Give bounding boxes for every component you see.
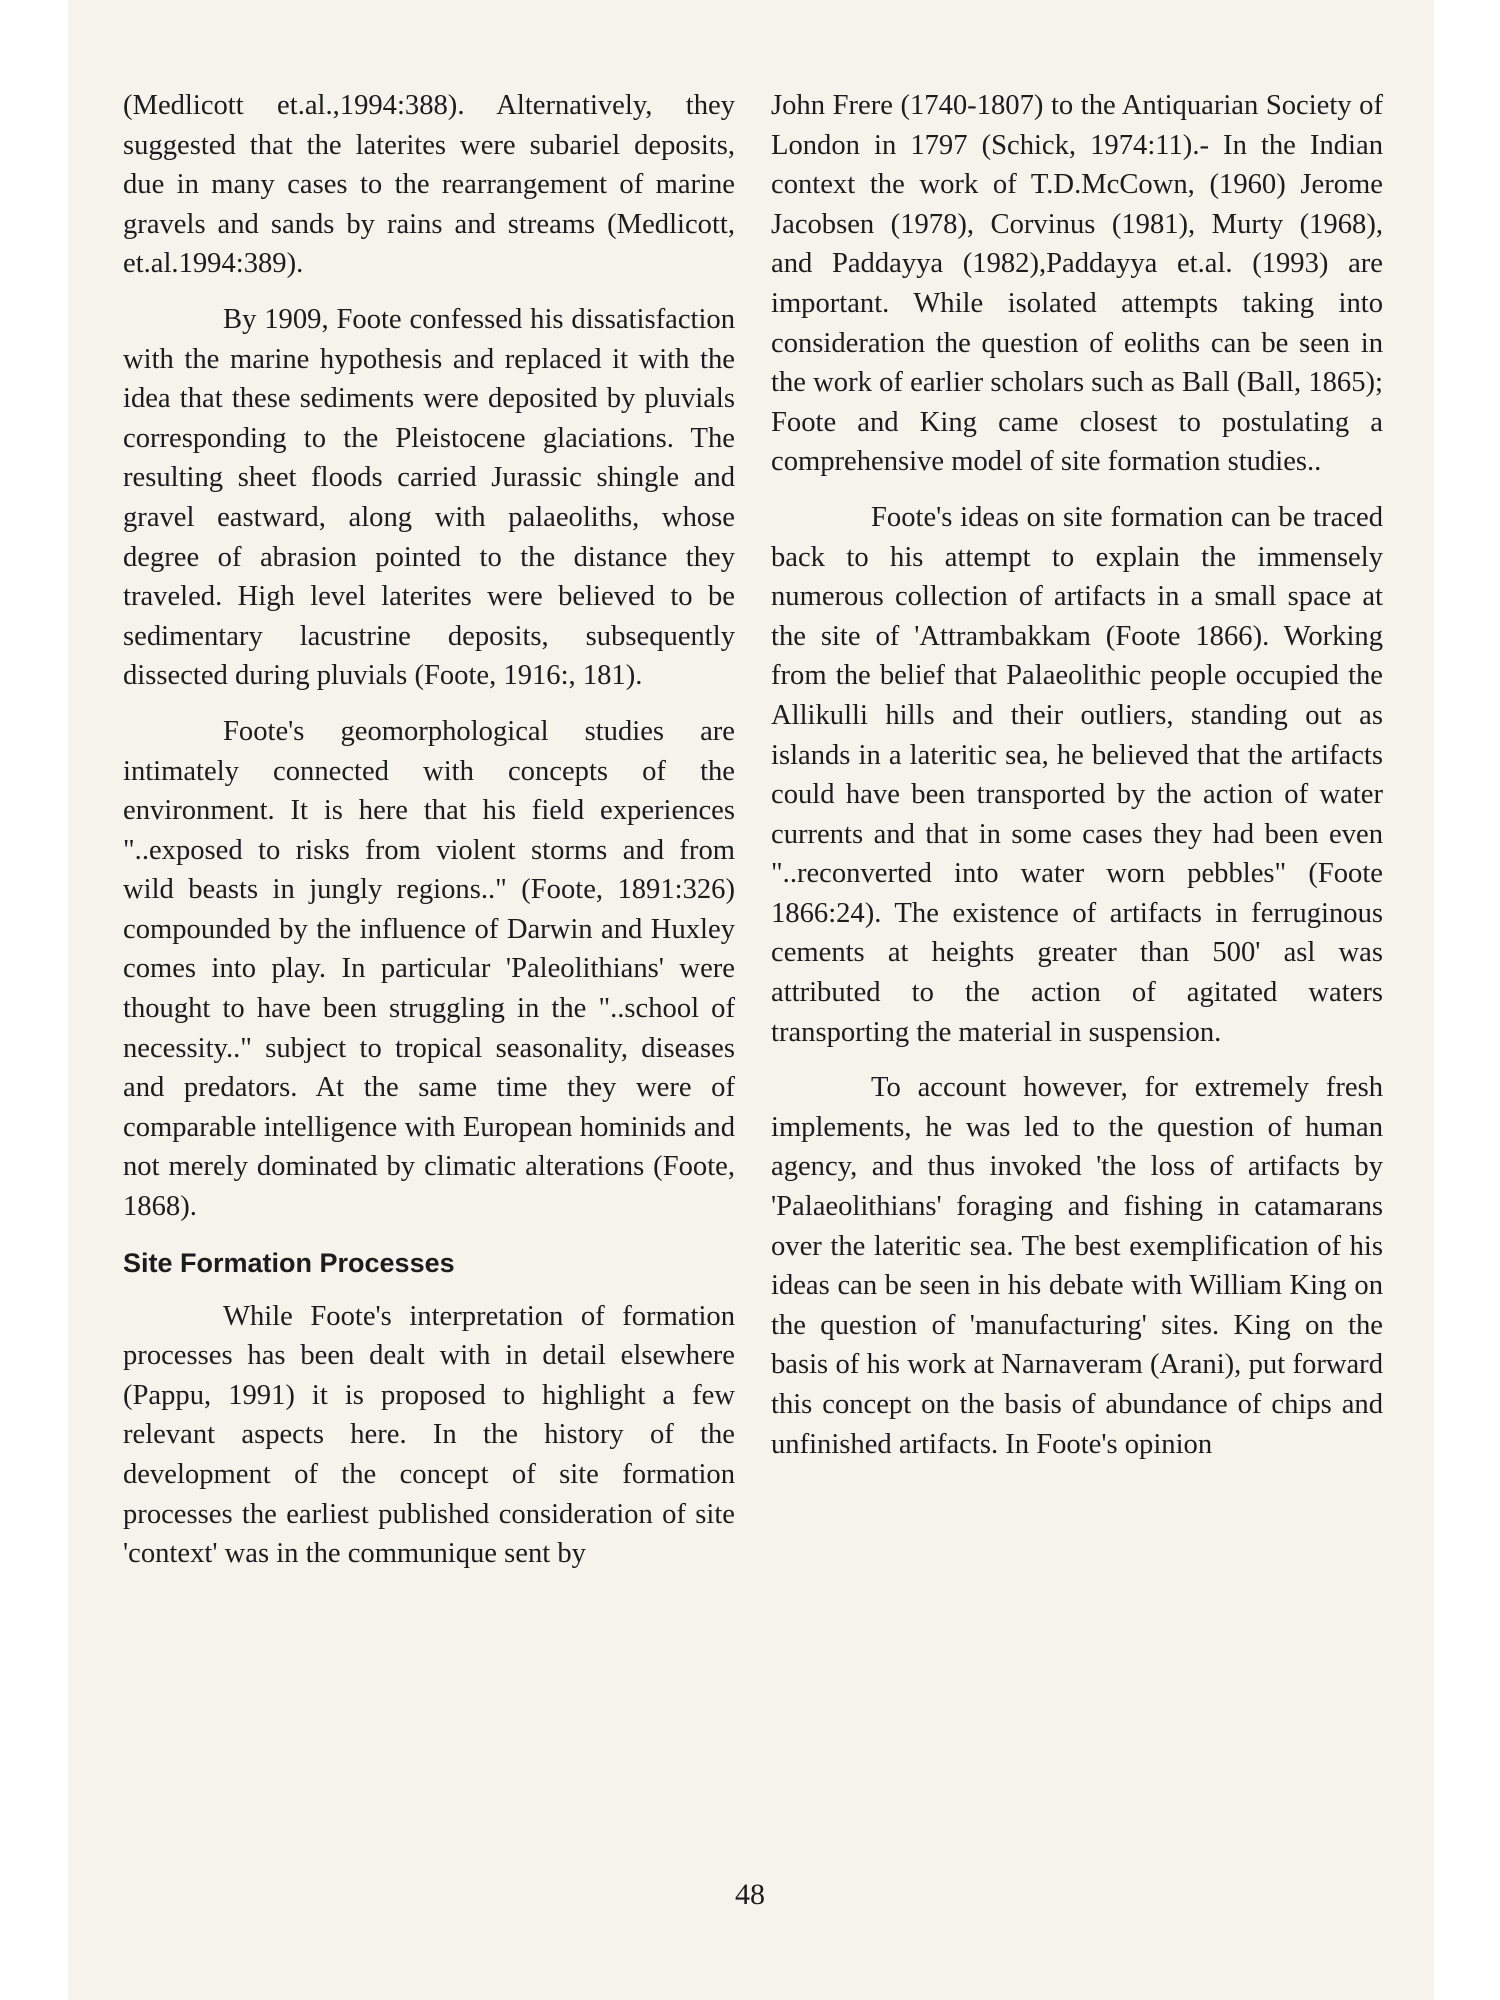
paragraph: (Medlicott et.al.,1994:388). Alternatively, they suggested that the laterites were subariel deposits, due in many cases to the rearrangement of marine gravels and sands by rains and streams (Medlicott, et.al.1994:389). [123,90,735,280]
paragraph: While Foote's interpretation of formation processes has been dealt with in detail elsewhere (Pappu, 1991) it is proposed to highlight a few relevant aspects here. In the history of the development of the concept of site formation processes the earliest published consideration of site 'context' was in the communique sent by [123,1300,735,1570]
left-column [123,86,735,1590]
paragraph: By 1909, Foote confessed his dissatisfaction with the marine hypothesis and replaced it with the idea that these sediments were deposited by pluvials corresponding to the Pleistocene glaciations. The resulting sheet floods carried Jurassic shingle and gravel eastward, along with palaeoliths, whose degree of abrasion pointed to the distance they traveled. High level laterites were believed to be sedimentary lacustrine deposits, subsequently dissected during pluvials (Foote, 1916:, 181). [123,303,735,692]
paragraph: To account however, for extremely fresh implements, he was led to the question of human agency, and thus invoked 'the loss of artifacts by 'Palaeolithians' foraging and fishing in catamarans over the lateritic sea. The best exemplification of his ideas can be seen in his debate with William King on the question of 'manufacturing' sites. King on the basis of his work at Narnaveram (Arani), put forward this concept on the basis of abundance of chips and unfinished artifacts. In Foote's opinion [771,1072,1383,1460]
paragraph: Foote's ideas on site formation can be traced back to his attempt to explain the immensely numerous collection of artifacts in a small space at the site of 'Attrambakkam (Foote 1866). Working from the belief that Palaeolithic people occupied the Allikulli hills and their outliers, standing out as islands in a lateritic sea, he believed that the artifacts could have been transported by the action of water currents and that in some cases they had been even "..reconverted into water worn pebbles" (Foote 1866:24). The existence of artifacts in ferruginous cements at heights greater than 500' asl was attributed to the action of agitated waters transporting the material in suspension. [771,501,1383,1048]
right-column [771,86,1383,1480]
paragraph: Foote's geomorphological studies are intimately connected with concepts of the environment. It is here that his field experiences "..exposed to risks from violent storms and from wild beasts in jungly regions.." (Foote, 1891:326) compounded by the influence of Darwin and Huxley comes into play. In particular 'Paleolithians' were thought to have been struggling in the "..school of necessity.." subject to tropical seasonality, diseases and predators. At the same time they were of comparable intelligence with European hominids and not merely dominated by climatic alterations (Foote, 1868). [123,715,735,1223]
page-number: 48 [735,1878,765,1911]
paragraph: John Frere (1740-1807) to the Antiquarian Society of London in 1797 (Schick, 1974:11).- In the Indian context the work of T.D.McCown, (1960) Jerome Jacobsen (1978), Corvinus (1981), Murty (1968), and Paddayya (1982),Paddayya et.al. (1993) are important. While isolated attempts taking into consideration the question of eoliths can be seen in the work of earlier scholars such as Ball (Ball, 1865); Foote and King came closest to postulating a comprehensive model of site formation studies.. [771,90,1383,478]
section-heading: Site Formation Processes [123,1247,455,1278]
